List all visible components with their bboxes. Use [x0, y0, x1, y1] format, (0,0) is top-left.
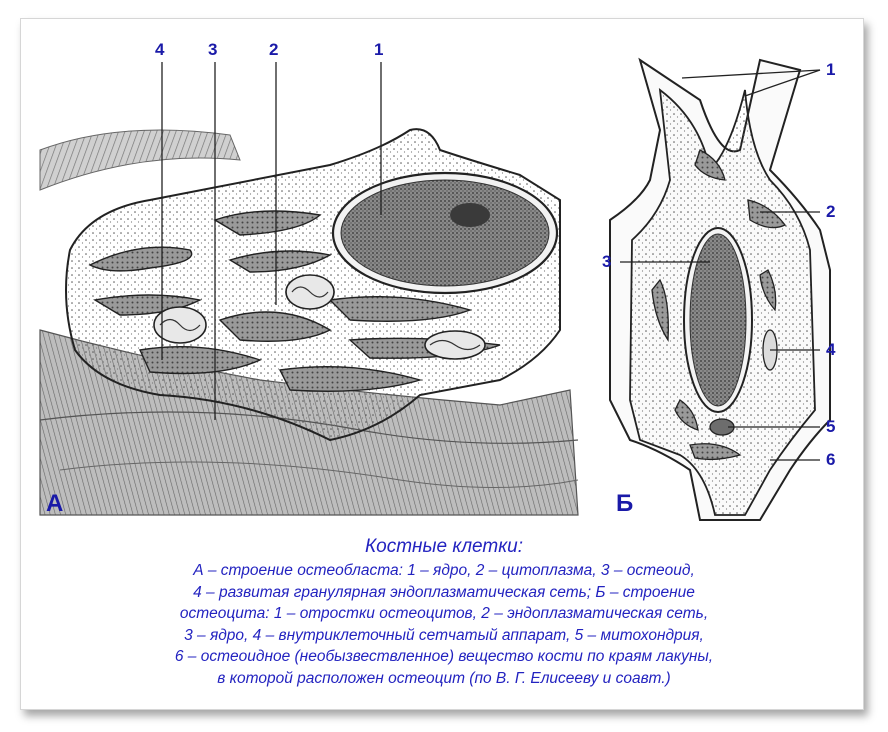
osteocyte-panel: [610, 60, 830, 520]
panel-b-label-4: 4: [826, 340, 836, 359]
osteoblast-panel: [40, 62, 578, 515]
panel-a-label-3: 3: [208, 40, 218, 59]
caption-line: остеоцита: 1 – отростки остеоцитов, 2 – эндоплазматическая сеть,: [179, 605, 709, 622]
panel-a-label-2: 2: [269, 40, 279, 59]
panel-b-label-1: 1: [826, 60, 836, 79]
caption-line: 4 – развитая гранулярная эндоплазматическая сеть; Б – строение: [193, 583, 695, 601]
panel-b-label-5: 5: [826, 417, 836, 436]
figure-caption: [40, 534, 848, 689]
caption-line: А – строение остеобласта: 1 – ядро, 2 – цитоплазма, 3 – остеоид,: [193, 562, 695, 579]
caption-line: 3 – ядро, 4 – внутриклеточный сетчатый аппарат, 5 – митохондрия,: [184, 626, 704, 644]
panel-a-label-4: 4: [155, 40, 165, 59]
panel-b-letter: Б: [616, 490, 634, 517]
caption-title: Костные клетки:: [364, 536, 524, 557]
caption-line: в которой расположен остеоцит (по В. Г. Елисееву и соавт.): [217, 669, 671, 687]
panel-b-label-6: 6: [826, 450, 836, 469]
panel-b-label-2: 2: [826, 202, 836, 221]
panel-b-label-3: 3: [602, 252, 612, 271]
panel-a-label-1: 1: [374, 40, 384, 59]
caption-line: 6 – остеоидное (необызвествленное) вещество кости по краям лакуны,: [174, 648, 714, 665]
panel-a-letter: А: [46, 490, 64, 517]
